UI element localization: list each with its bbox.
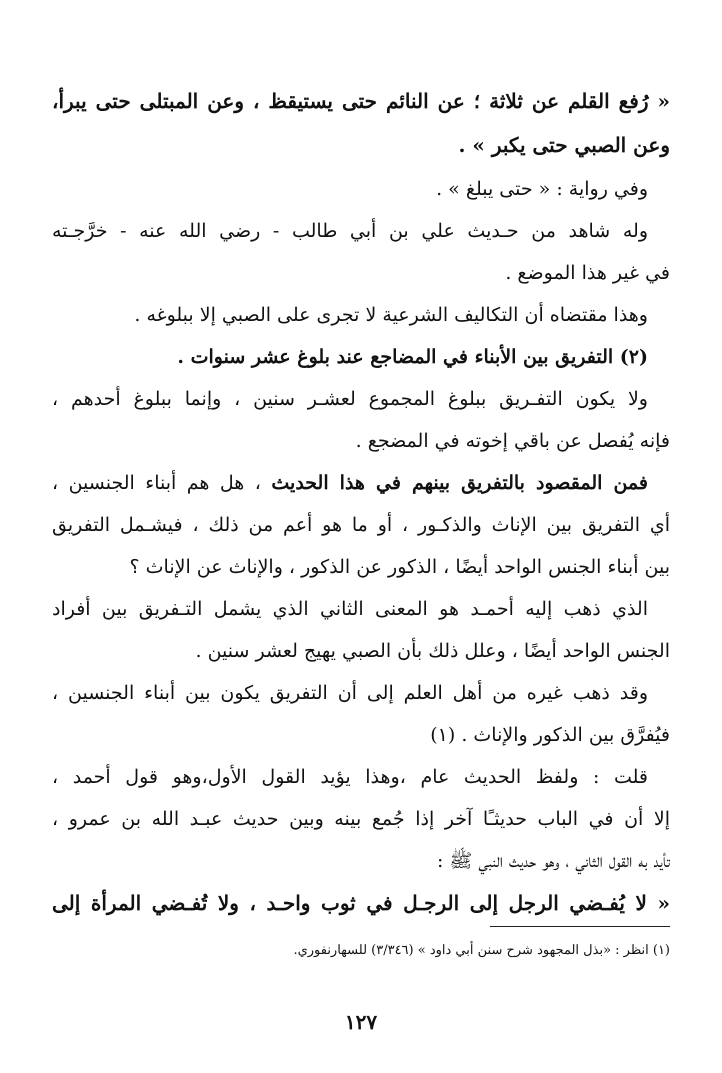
footnote-divider [490, 926, 670, 927]
tafreeq-line-2: فإنه يُفصل عن باقي إخوته في المضجع . [355, 430, 670, 452]
question-lead-rest: ، هل هم أبناء الجنسين ، [52, 472, 272, 494]
others-line-2: فيُفرَّق بين الذكور والإناث . (١) [430, 724, 670, 746]
shahid-line-2: في غير هذا الموضع . [505, 262, 670, 284]
ahmad-line-1: الذي ذهب إليه أحمـد هو المعنى الثاني الذي يشمل التـفريق بين أفراد [52, 598, 648, 620]
qultu-line-1: قلت : ولفظ الحديث عام ،وهذا يؤيد القول الأول،وهو قول أحمد ، [52, 766, 648, 788]
hadith-line-2: وعن الصبي حتى يكبر » . [458, 133, 670, 157]
muqtada-line: وهذا مقتضاه أن التكاليف الشرعية لا تجرى على الصبي إلا ببلوغه . [134, 304, 648, 326]
riwaya-line: وفي رواية : « حتى يبلغ » . [436, 178, 648, 200]
question-line-3: بين أبناء الجنس الواحد أيضًا ، الذكور عن الذكور ، والإناث عن الإناث ؟ [129, 556, 670, 578]
ahmad-line-2: الجنس الواحد أيضًا ، وعلل ذلك بأن الصبي يهيج لعشر سنين . [195, 640, 670, 662]
tafreeq-line-1: ولا يكون التفـريق ببلوغ المجموع لعشـر سنين ، وإنما ببلوغ أحدهم ، [52, 388, 648, 410]
hadith-line-1: « رُفع القلم عن ثلاثة ؛ عن النائم حتى يستيقظ ، وعن المبتلى حتى يبرأ، [52, 89, 670, 113]
section-heading-2: (٢) التفريق بين الأبناء في المضاجع عند بلوغ عشر سنوات . [177, 346, 648, 368]
qultu-line-3: تأيد به القول الثاني ، وهو حديث النبي ﷺ : [436, 850, 670, 872]
footnote: (١) انظر : «بذل المجهود شرح سنن أبي داود » (٣/٣٤٦) للسهارنفوري. [293, 943, 670, 958]
question-bold-lead: فمن المقصود بالتفريق بينهم في هذا الحديث [271, 472, 648, 494]
qultu-line-2: إلا أن في الباب حديثـًا آخر إذا جُمع بينه وبين حديث عبـد الله بن عمرو ، [52, 808, 670, 830]
page-number: ١٢٧ [344, 1010, 378, 1034]
others-line-1: وقد ذهب غيره من أهل العلم إلى أن التفريق يكون بين أبناء الجنسين ، [52, 682, 648, 704]
question-line-1 [52, 462, 670, 504]
hadith2-line-1: « لا يُفـضي الرجل إلى الرجـل في ثوب واحـد ، ولا تُفـضي المرأة إلى [52, 891, 670, 915]
question-line-2: أي التفريق بين الإناث والذكـور ، أو ما هو أعم من ذلك ، فيشـمل التفريق [52, 514, 670, 536]
shahid-line-1: وله شاهد من حـديث علي بن أبي طالب - رضي الله عنه - خرَّجـته [52, 220, 648, 242]
